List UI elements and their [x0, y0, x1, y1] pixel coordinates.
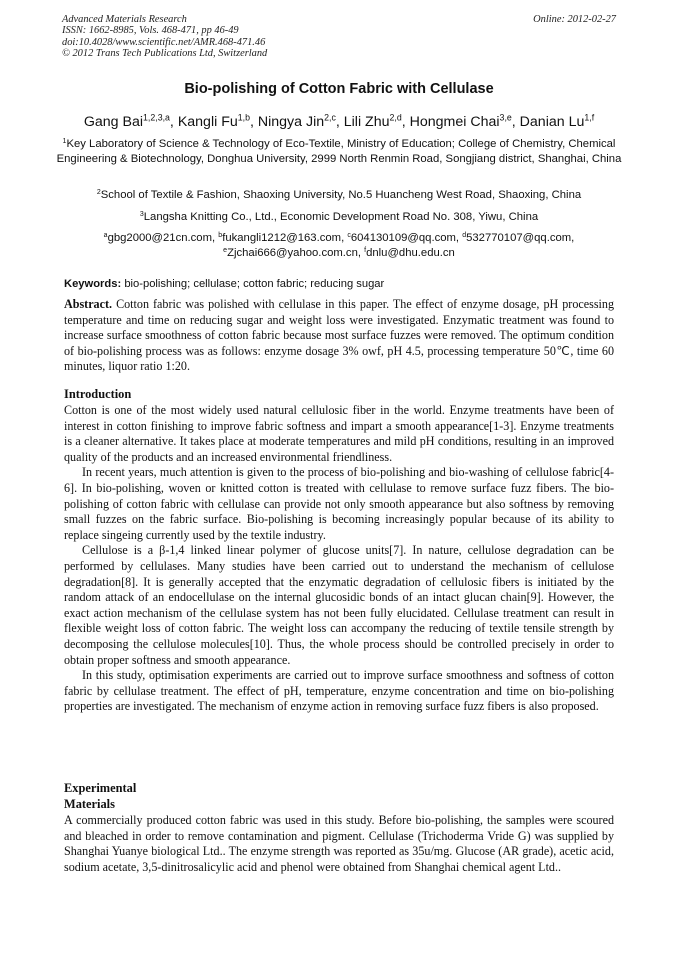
- author-affiliation-mark: 2,d: [389, 112, 402, 123]
- author-name: Ningya Jin: [257, 114, 325, 130]
- affiliation-1: $^1$Key Laboratory of Science & Technology of Eco-Textile, Ministry of Education; College of Chemistry, Chemical Engineering & Biotechnology, Donghua University, 2999 North Renmin Road, Songjiang district, Shanghai, China: [56, 137, 622, 165]
- author-affiliation-mark: 2,c: [324, 112, 336, 123]
- keywords: [64, 278, 384, 290]
- online-date: Online: 2012-02-27: [533, 14, 616, 25]
- author-name: Danian Lu: [519, 114, 585, 130]
- email-list: $^a$gbg2000@21cn.com, $^b$fukangli1212@163.com, $^c$604130109@qq.com, $^d$532770107@qq.com, $^e$Zjchai666@yahoo.com.cn, $^f$dnlu@dhu.edu.cn: [103, 231, 575, 259]
- author-affiliation-mark: 1,f: [584, 112, 595, 123]
- author-affiliation-mark: 3,e: [499, 112, 512, 123]
- author-name: Lili Zhu: [343, 114, 390, 130]
- introduction-body: [64, 403, 614, 715]
- author-name: Kangli Fu: [177, 114, 238, 130]
- email-address: gbg2000@21cn.com,: [107, 232, 216, 244]
- paragraph: In recent years, much attention is given to the process of bio-polishing and bio-washing of cellulose fabric[4-6]. In bio-polishing, woven or knitted cotton is treated with cellulase to remove surface fuzz fibers. The bio-polishing of cotton fabric with cellulase can provide not only smooth appearance but also softness by removing small fuzzes on the fabric surface. Bio-polishing is becoming increasingly popular because of its ability to replace singeing currently used by the textile industry.: [64, 465, 614, 542]
- subsection-heading-materials: Materials: [64, 797, 115, 811]
- email-address: dnlu@dhu.edu.cn: [366, 247, 455, 259]
- affiliation-3: $^3$Langsha Knitting Co., Ltd., Economic Development Road No. 308, Yiwu, China: [139, 210, 539, 223]
- section-heading-introduction: Introduction: [64, 387, 132, 401]
- journal-issn: ISSN: 1662-8985, Vols. 468-471, pp 46-49: [62, 25, 239, 37]
- author-list: Gang Bai$^{1,2,3,a}$, Kangli Fu$^{1,b}$, Ningya Jin$^{2,c}$, Lili Zhu$^{2,d}$, Hongmei Chai$^{3,e}$, Danian Lu$^{1,f}$: [83, 112, 595, 130]
- materials-body: [64, 813, 614, 875]
- email-address: Zjchai666@yahoo.com.cn,: [227, 247, 361, 259]
- paragraph: Cellulose is a β-1,4 linked linear polymer of glucose units[7]. In nature, cellulose degradation can be performed by cellulases. Many studies have been carried out to understand the mechanism of cellulose degradation[8]. It is generally accepted that the enzymatic degradation of cellulosic fibers is initiated by the random attack of an endocellulase on the internal glucosidic bonds of an intact glucan chain[9]. However, the exact action mechanism of the cellulase system has not been fully elucidated. Cellulase treatment can result in flexible weight loss of cotton fabric. The weight loss can accompany the reducing of textile tensile strength by decomposing the cellulose molecules[10]. Thus, the whole process should be controlled precisely in order to obtain proper softness and smooth appearance.: [64, 543, 614, 667]
- paper-title: Bio-polishing of Cotton Fabric with Cellulase: [184, 81, 494, 97]
- email-address: fukangli1212@163.com,: [222, 232, 345, 244]
- journal-header: [62, 14, 616, 60]
- abstract-label: Abstract.: [64, 297, 113, 311]
- journal-name: Advanced Materials Research: [62, 14, 187, 25]
- paragraph: Cotton is one of the most widely used natural cellulosic fiber in the world. Enzyme treatments have been of interest in cotton finishing to improve fabric softness and impart a smooth appearance[1-3]. Enzyme treatments is a cleaner alternative. It takes place at moderate temperatures and mild pH conditions, resulting in an improved quality of the products and an increased environmental friendliness.: [64, 403, 614, 464]
- author-name: Gang Bai: [83, 114, 144, 130]
- paragraph: In this study, optimisation experiments are carried out to improve surface smoothness and softness of cotton fabric by cellulase treatment. The effect of pH, temperature, enzyme concentration and time on bio-polishing properties are investigated. The mechanism of enzyme action in removing surface fuzz fibers is also proposed.: [64, 668, 614, 714]
- abstract: [64, 297, 614, 375]
- affiliation-2: $^2$School of Textile & Fashion, Shaoxing University, No.5 Huancheng West Road, Shaoxing, China: [96, 188, 582, 201]
- journal-doi: doi:10.4028/www.scientific.net/AMR.468-471.46: [62, 36, 266, 48]
- paragraph: A commercially produced cotton fabric was used in this study. Before bio-polishing, the samples were scoured and bleached in order to remove contamination and pigment. Cellulase (Trichoderma Vride G) was supplied by Shanghai Yuanye biological Ltd.. The enzyme strength was reported as 35u/mg. Glucose (AR grade), acetic acid, sodium acetate, 3,5-dinitrosalicylic acid and phenol were obtained from Shanghai chemical agent Ltd..: [64, 813, 614, 874]
- keywords-label: Keywords:: [64, 278, 122, 290]
- keywords-text: bio-polishing; cellulase; cotton fabric; reducing sugar: [124, 278, 385, 290]
- journal-copyright: © 2012 Trans Tech Publications Ltd, Switzerland: [62, 48, 268, 60]
- email-address: 604130109@qq.com,: [350, 232, 460, 244]
- email-address: 532770107@qq.com,: [466, 232, 575, 244]
- author-affiliation-mark: 1,b: [237, 112, 250, 123]
- author-name: Hongmei Chai: [409, 114, 500, 130]
- abstract-text: Cotton fabric was polished with cellulase in this paper. The effect of enzyme dosage, pH processing temperature and time on reducing sugar and weight loss were investigated. Enzymatic treatment was found to increase surface smoothness of cotton fabric because most surface fuzzes were removed. The optimum condition of bio-polishing process was as follows: enzyme dosage 3% owf, pH 4.5, processing temperature 50℃, time 60 minutes, liquor ratio 1:20.: [64, 297, 614, 374]
- author-affiliation-mark: 1,2,3,a: [143, 112, 170, 123]
- section-heading-experimental: Experimental: [64, 781, 137, 795]
